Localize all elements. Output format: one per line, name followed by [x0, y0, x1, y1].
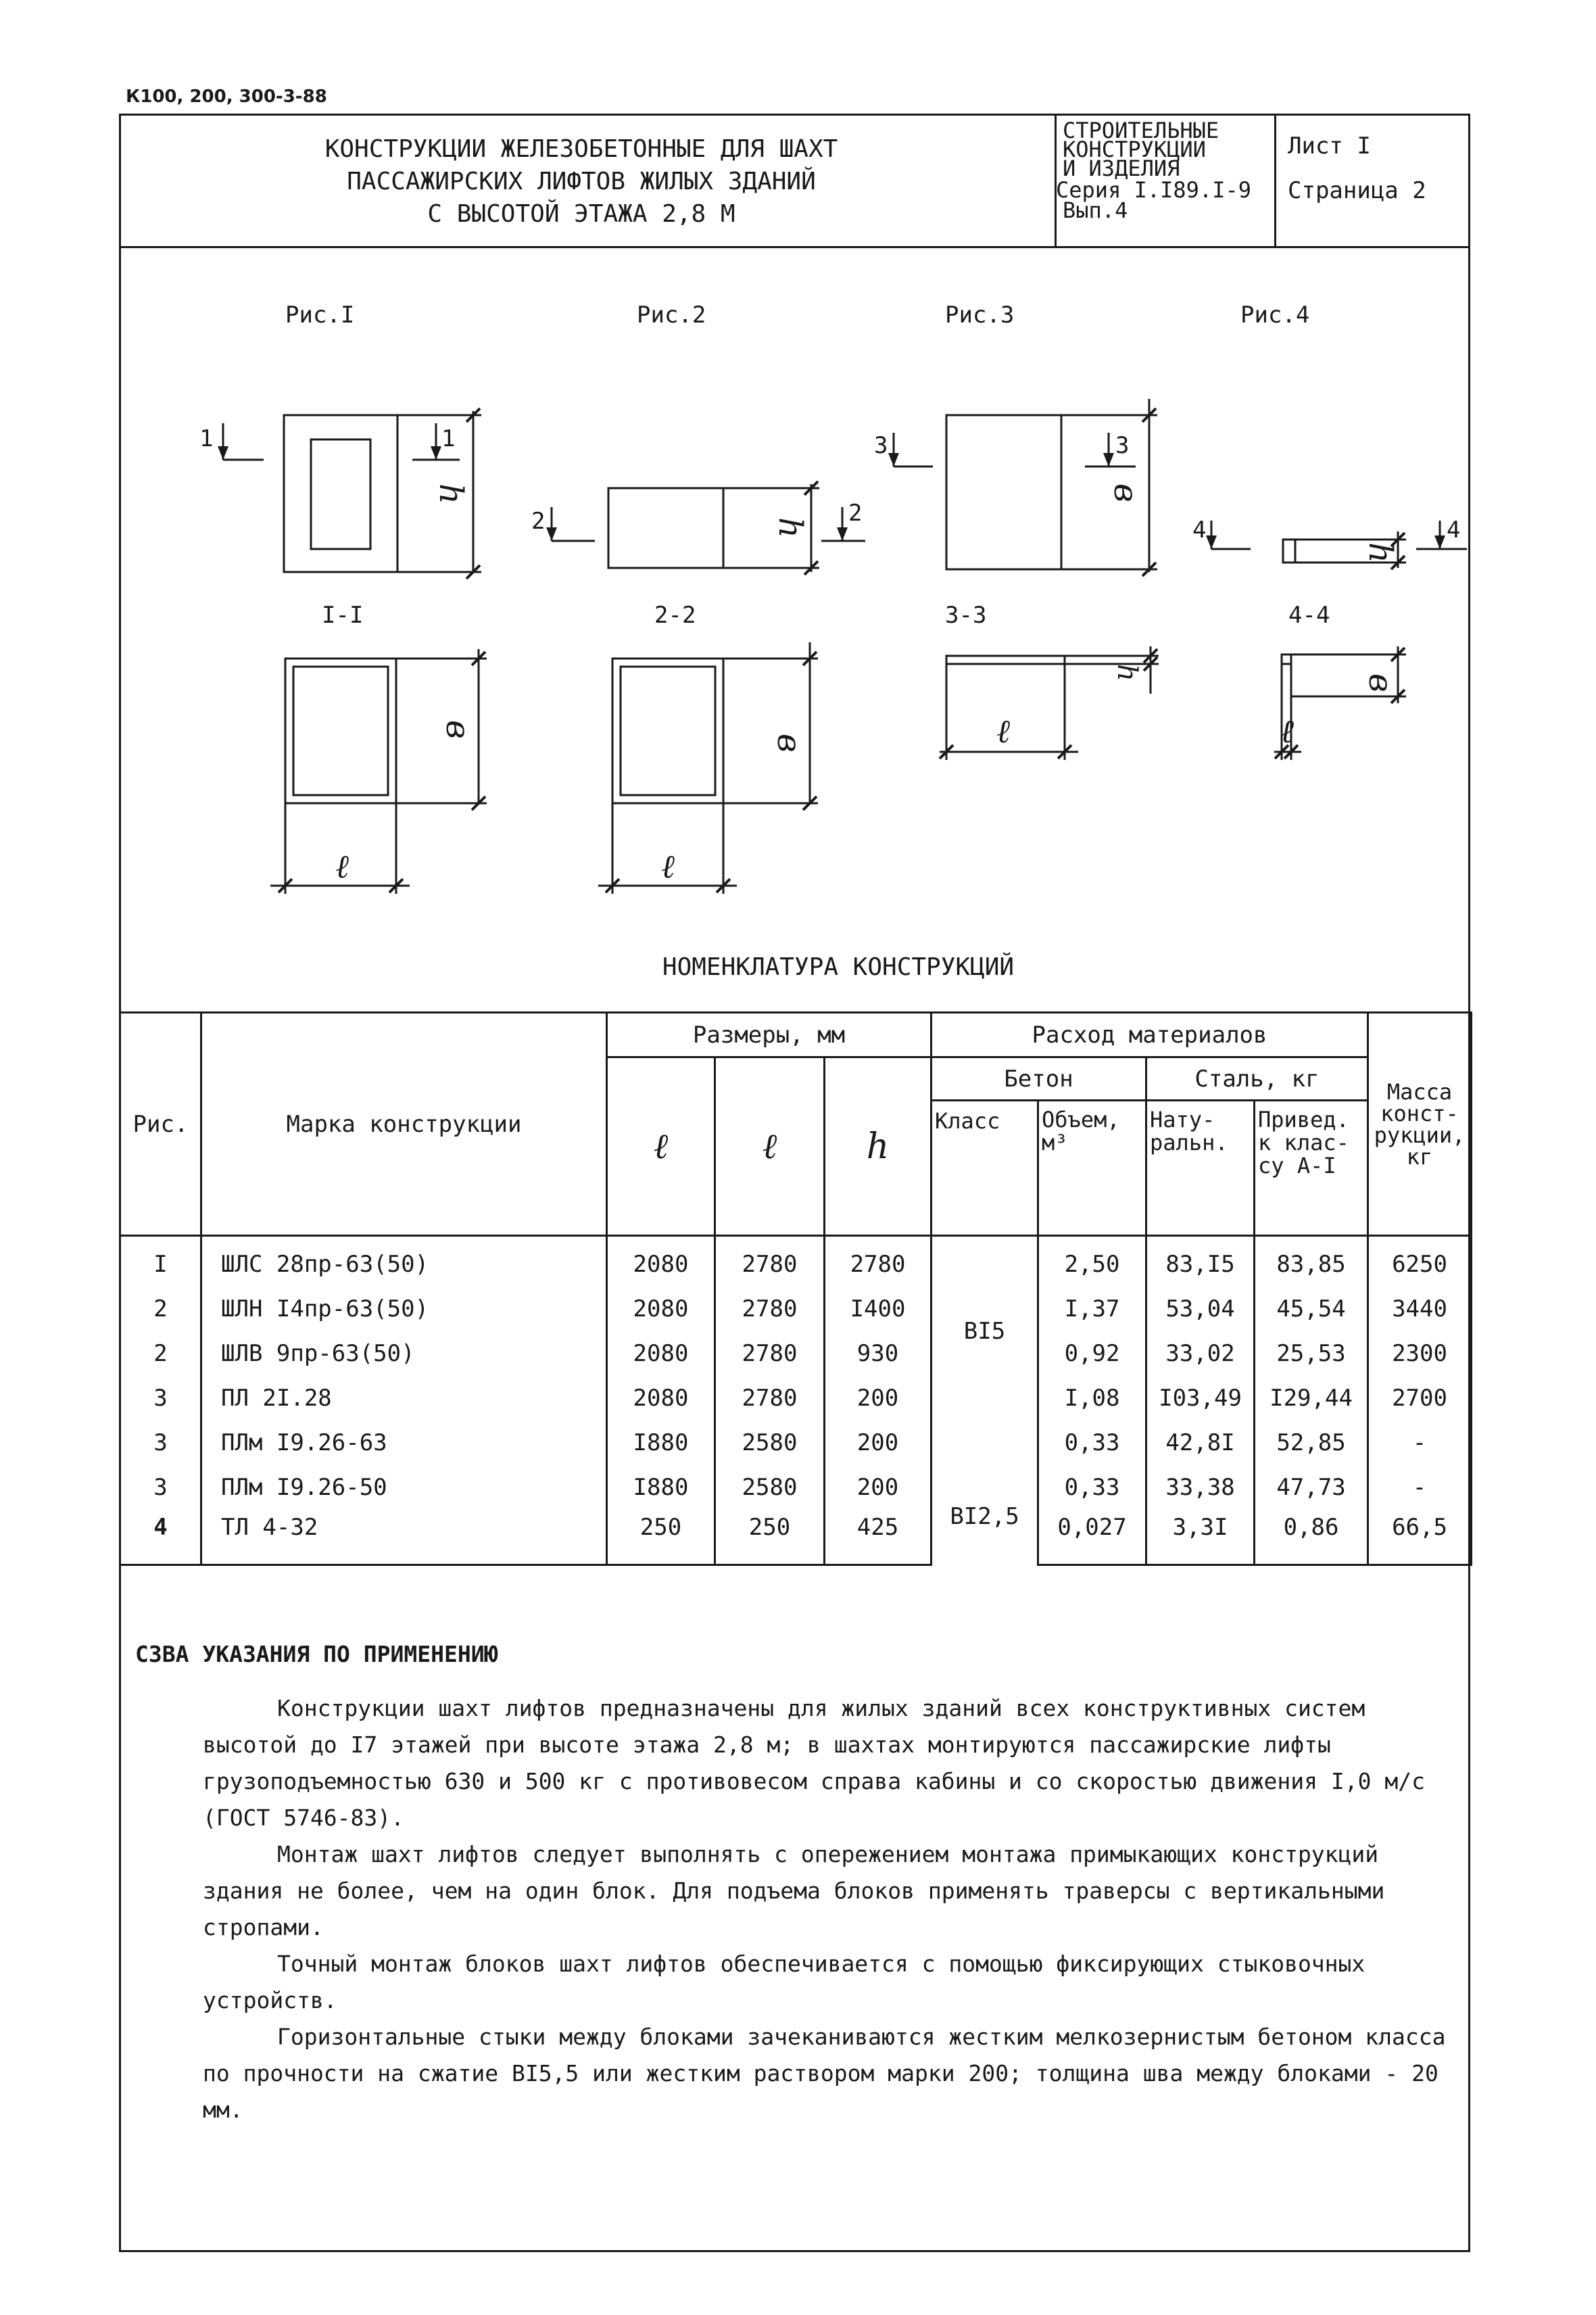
figure-3-label: Рис.3: [945, 302, 1015, 329]
cell-h: 2780: [825, 1236, 932, 1287]
notes-paragraph: Горизонтальные стыки между блоками зачеканиваются жестким мелкозернистым бетоном класса по прочности на сжатие BI5,5 или жестким раствором марки 200; толщина шва между блоками - 20 мм.: [203, 2024, 1446, 2123]
cell-b: 2780: [715, 1331, 825, 1376]
cell-h: 200: [825, 1465, 932, 1510]
page-number: Страница 2: [1288, 177, 1426, 204]
cut-arrow: [218, 446, 228, 460]
cell-fig: 4: [120, 1510, 201, 1565]
cell-h: 425: [825, 1510, 932, 1565]
cell-h: I400: [825, 1287, 932, 1331]
cell-mass: -: [1368, 1421, 1472, 1465]
cut-arrow: [431, 446, 441, 460]
title-line-1: КОНСТРУКЦИИ ЖЕЛЕЗОБЕТОННЫЕ ДЛЯ ШАХТ: [324, 135, 838, 163]
col-header-mark: Марка конструкции: [201, 1013, 607, 1236]
fig1-dim-h: h: [432, 483, 470, 504]
category-line-2: КОНСТРУКЦИИ: [1063, 137, 1206, 162]
cell-reduced: 83,85: [1255, 1236, 1368, 1287]
sheet-number: Лист I: [1288, 133, 1371, 160]
cell-mass: 2700: [1368, 1376, 1472, 1421]
section2-outer-outline: [612, 659, 723, 803]
cell-reduced: 45,54: [1255, 1287, 1368, 1331]
cut-arrow: [837, 527, 848, 541]
cell-l: 2080: [607, 1376, 715, 1421]
section2-inner-outline: [621, 667, 715, 795]
col-header-mass: Масса конст- рукции, кг: [1368, 1013, 1472, 1236]
nomenclature-table: [119, 1011, 1472, 1566]
section-3-label: 3-3: [945, 602, 987, 629]
nomenclature-title: НОМЕНКЛАТУРА КОНСТРУКЦИЙ: [662, 953, 1015, 981]
section3-dim-h: h: [1111, 664, 1142, 682]
cell-reduced: 0,86: [1255, 1510, 1368, 1565]
table-row: [120, 1331, 1472, 1376]
cell-natural: 83,I5: [1146, 1236, 1255, 1287]
cell-class-bi2-5: BI2,5: [932, 1421, 1038, 1565]
cut-mark-1-left: 1: [199, 425, 214, 452]
col-header-fig: Рис.: [120, 1013, 201, 1236]
col-header-concrete: Бетон: [932, 1057, 1146, 1101]
figure-2-label: Рис.2: [637, 302, 706, 329]
section1-inner-outline: [293, 667, 388, 795]
cut-mark-3-left: 3: [874, 432, 888, 459]
cell-volume: 0,33: [1038, 1421, 1146, 1465]
cell-mass: 2300: [1368, 1331, 1472, 1376]
table-row: [120, 1376, 1472, 1421]
notes-paragraph: Точный монтаж блоков шахт лифтов обеспечивается с помощью фиксирующих стыковочных устройств.: [203, 1951, 1365, 2013]
cut-arrow: [1103, 453, 1114, 467]
cell-volume: I,37: [1038, 1287, 1146, 1331]
document-code: К100, 200, 300-3-88: [126, 87, 327, 107]
cell-natural: I03,49: [1146, 1376, 1255, 1421]
cell-l: 2080: [607, 1287, 715, 1331]
category-line-3: И ИЗДЕЛИЯ: [1063, 156, 1180, 181]
cut-mark-4-right: 4: [1447, 517, 1461, 544]
fig3-slab-outline: [946, 415, 1061, 569]
cell-h: 200: [825, 1421, 932, 1465]
cell-mark: ШЛН I4пр-63(50): [201, 1287, 607, 1331]
cell-fig: I: [120, 1236, 201, 1287]
cell-mass: -: [1368, 1465, 1472, 1510]
col-header-reduced: Привед. к клас- су А-I: [1255, 1101, 1368, 1236]
cell-volume: I,08: [1038, 1376, 1146, 1421]
cell-fig: 2: [120, 1287, 201, 1331]
cut-arrow: [888, 453, 899, 467]
table-row: [120, 1236, 1472, 1287]
cell-natural: 33,38: [1146, 1465, 1255, 1510]
fig1-opening-outline: [311, 439, 370, 549]
cell-volume: 0,33: [1038, 1465, 1146, 1510]
col-header-materials: Расход материалов: [932, 1013, 1368, 1057]
col-header-volume: Объем, м³: [1038, 1101, 1146, 1236]
fig4-plate-outline: [1283, 540, 1295, 563]
cell-volume: 2,50: [1038, 1236, 1146, 1287]
col-header-steel: Сталь, кг: [1146, 1057, 1368, 1101]
col-header-sizes: Размеры, мм: [607, 1013, 932, 1057]
table-row: [120, 1421, 1472, 1465]
notes-heading: СЗВА УКАЗАНИЯ ПО ПРИМЕНЕНИЮ: [135, 1641, 498, 1667]
section1-outer-outline: [285, 659, 396, 803]
title-line-2: ПАССАЖИРСКИХ ЛИФТОВ ЖИЛЫХ ЗДАНИЙ: [347, 168, 816, 195]
cell-fig: 3: [120, 1465, 201, 1510]
cut-mark-2-right: 2: [848, 500, 863, 527]
fig4-dim-h: h: [1361, 542, 1399, 563]
cell-l: 250: [607, 1510, 715, 1565]
category-line-1: СТРОИТЕЛЬНЫЕ: [1063, 118, 1219, 143]
col-header-b: ℓ: [715, 1057, 825, 1236]
cell-reduced: I29,44: [1255, 1376, 1368, 1421]
cell-b: 2580: [715, 1465, 825, 1510]
cell-mark: ШЛВ 9пр-63(50): [201, 1331, 607, 1376]
cut-arrow: [546, 527, 557, 541]
series-number: Серия I.I89.I-9: [1056, 177, 1251, 203]
cell-b: 2780: [715, 1376, 825, 1421]
fig2-block-outline: [608, 488, 723, 568]
cell-l: I880: [607, 1421, 715, 1465]
col-header-l: ℓ: [607, 1057, 715, 1236]
section1-dim-l: ℓ: [335, 848, 349, 886]
cell-natural: 33,02: [1146, 1331, 1255, 1376]
cell-reduced: 25,53: [1255, 1331, 1368, 1376]
cell-mass: 6250: [1368, 1236, 1472, 1287]
cell-mark: ПЛм I9.26-63: [201, 1421, 607, 1465]
fig3-dim-b: в: [1107, 483, 1144, 502]
cut-arrow: [1434, 535, 1445, 549]
cell-l: 2080: [607, 1236, 715, 1287]
issue-number: Вып.4: [1063, 197, 1128, 223]
cell-mark: ШЛС 28пр-63(50): [201, 1236, 607, 1287]
cell-reduced: 52,85: [1255, 1421, 1368, 1465]
cell-fig: 3: [120, 1376, 201, 1421]
notes-paragraph: Конструкции шахт лифтов предназначены для жилых зданий всех конструктивных систем высотой до I7 этажей при высоте этажа 2,8 м; в шахтах монтируются пассажирские лифты грузоподъемностью 630 и 500 кг с противовесом справа кабины и со скоростью движения I,0 м/с (ГОСТ 5746-83).: [203, 1695, 1425, 1831]
cell-volume: 0,027: [1038, 1510, 1146, 1565]
section1-dim-b: в: [439, 720, 477, 739]
cell-mark: ТЛ 4-32: [201, 1510, 607, 1565]
col-header-natural: Нату- ральн.: [1146, 1101, 1255, 1236]
section4-plate-outline: [1282, 654, 1291, 664]
cell-reduced: 47,73: [1255, 1465, 1368, 1510]
cell-l: 2080: [607, 1331, 715, 1376]
cell-b: 2780: [715, 1236, 825, 1287]
cell-h: 930: [825, 1331, 932, 1376]
section2-dim-l: ℓ: [661, 848, 675, 886]
cut-mark-2-left: 2: [531, 508, 546, 535]
section4-dim-l: ℓ: [1280, 713, 1294, 750]
cut-mark-4-left: 4: [1192, 517, 1207, 544]
figure-1-label: Рис.I: [285, 302, 355, 329]
cut-mark-3-right: 3: [1115, 432, 1130, 459]
notes-paragraph: Монтаж шахт лифтов следует выполнять с опережением монтажа примыкающих конструкций здания не более, чем на один блок. Для подъема блоков применять траверсы с вертикальными стропами.: [203, 1841, 1385, 1940]
section3-slab-outline: [946, 656, 1065, 664]
cell-class-bi5: BI5: [932, 1236, 1038, 1421]
title-line-3: С ВЫСОТОЙ ЭТАЖА 2,8 М: [427, 200, 735, 228]
cell-volume: 0,92: [1038, 1331, 1146, 1376]
table-row: [120, 1287, 1472, 1331]
cell-natural: 53,04: [1146, 1287, 1255, 1331]
section-1-label: I-I: [322, 602, 364, 629]
table-row: [120, 1510, 1472, 1565]
cut-arrow: [1206, 535, 1217, 549]
cell-natural: 42,8I: [1146, 1421, 1255, 1465]
cell-b: 2580: [715, 1421, 825, 1465]
cell-mass: 3440: [1368, 1287, 1472, 1331]
table-row: [120, 1465, 1472, 1510]
cell-h: 200: [825, 1376, 932, 1421]
fig2-dim-h: h: [771, 517, 809, 538]
section-4-label: 4-4: [1288, 602, 1330, 629]
section4-dim-b: в: [1361, 673, 1399, 692]
cell-fig: 3: [120, 1421, 201, 1465]
cell-l: I880: [607, 1465, 715, 1510]
cell-mark: ПЛ 2I.28: [201, 1376, 607, 1421]
cell-natural: 3,3I: [1146, 1510, 1255, 1565]
section2-dim-b: в: [770, 734, 808, 753]
col-header-h: h: [825, 1057, 932, 1236]
cut-mark-1-right: 1: [441, 425, 456, 452]
section-2-label: 2-2: [654, 602, 696, 629]
section3-dim-l: ℓ: [996, 713, 1010, 750]
cell-mark: ПЛм I9.26-50: [201, 1465, 607, 1510]
cell-fig: 2: [120, 1331, 201, 1376]
cell-b: 250: [715, 1510, 825, 1565]
col-header-class: Класс: [932, 1101, 1038, 1236]
application-notes: [135, 1636, 1447, 2128]
cell-b: 2780: [715, 1287, 825, 1331]
cell-mass: 66,5: [1368, 1510, 1472, 1565]
figure-4-label: Рис.4: [1240, 302, 1310, 329]
